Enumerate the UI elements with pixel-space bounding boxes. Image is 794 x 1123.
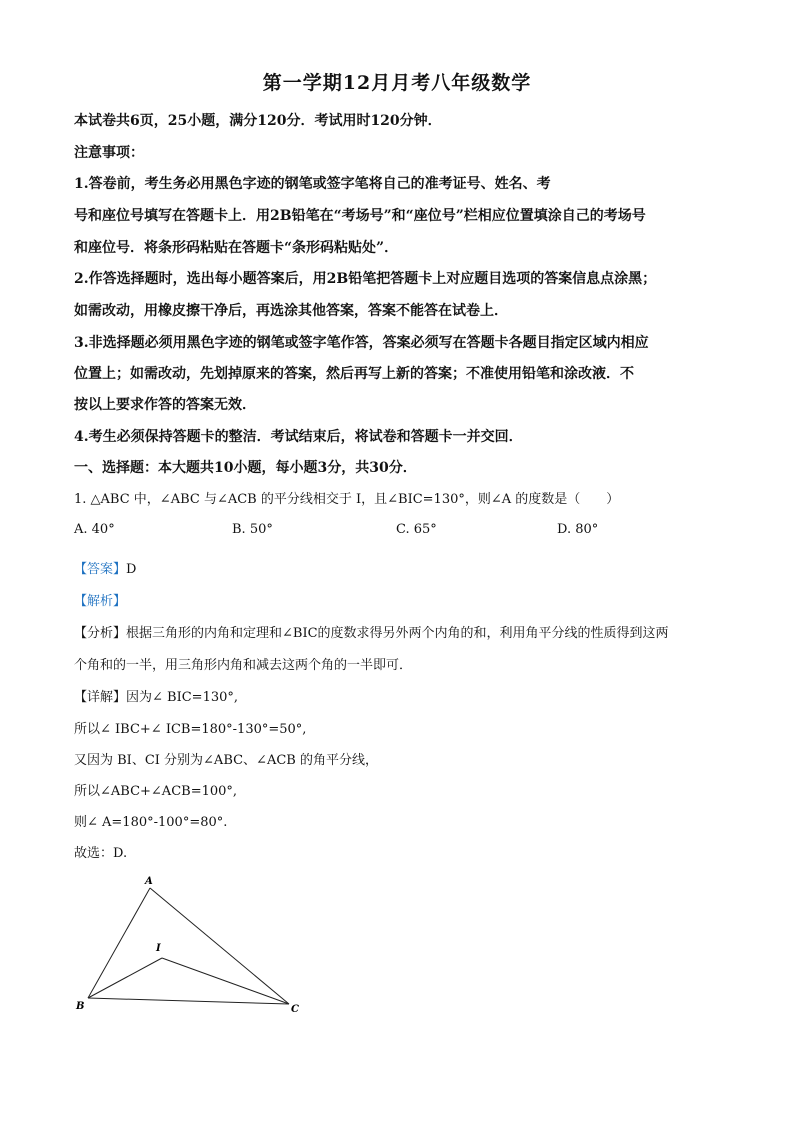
- vertex-label-c: C: [291, 1004, 299, 1015]
- option-a: A. 40°: [74, 522, 115, 537]
- answer-value: D: [126, 562, 137, 577]
- note-line: 按以上要求作答的答案无效．: [74, 397, 256, 413]
- triangle-figure: [70, 872, 310, 1022]
- answer-row: [74, 558, 136, 577]
- detail-line: 故选：D.: [74, 846, 128, 861]
- page-title: 第一学期12月月考八年级数学: [262, 72, 532, 94]
- exam-intro: 本试卷共6页，25小题，满分120分．考试用时120分钟．: [74, 113, 442, 129]
- detail-line: 所以∠ABC+∠ACB=100°,: [74, 784, 238, 799]
- detail-line: [74, 686, 238, 705]
- note-line: 号和座位号填写在答题卡上．用2B铅笔在“考场号”和“座位号”栏相应位置填涂自己的考场号: [74, 208, 646, 224]
- side-bc: [88, 998, 289, 1004]
- notes-heading: 注意事项：: [74, 145, 144, 161]
- answer-tag: 【答案】: [74, 562, 127, 577]
- detail-label: 【详解】: [74, 690, 127, 705]
- note-line: 3.非选择题必须用黑色字迹的钢笔或签字笔作答，答案必须写在答题卡各题目指定区域内相应: [74, 335, 649, 351]
- detail-text: 因为∠ BIC=130°,: [126, 690, 239, 705]
- analysis-label: 【分析】: [74, 626, 127, 641]
- note-line: 和座位号．将条形码粘贴在答题卡“条形码粘贴处”．: [74, 240, 399, 256]
- option-b: B. 50°: [232, 522, 273, 537]
- vertex-label-i: I: [156, 943, 161, 954]
- bisector-ci: [162, 958, 289, 1004]
- note-line: 1.答卷前，考生务必用黑色字迹的钢笔或签字笔将自己的准考证号、姓名、考: [74, 176, 551, 192]
- analysis-line: 个角和的一半，用三角形内角和减去这两个角的一半即可．: [74, 658, 413, 673]
- analysis-tag: 【解析】: [74, 594, 127, 609]
- question-stem: 1. △ABC 中，∠ABC 与∠ACB 的平分线相交于 I，且∠BIC=130°，则∠A 的度数是（ ）: [74, 492, 620, 507]
- note-line: 4.考生必须保持答题卡的整洁．考试结束后，将试卷和答题卡一并交回．: [74, 429, 523, 445]
- vertex-label-b: B: [76, 1001, 85, 1012]
- option-d: D. 80°: [557, 522, 599, 537]
- note-line: 2.作答选择题时，选出每小题答案后，用2B铅笔把答题卡上对应题目选项的答案信息点涂黑；: [74, 271, 657, 287]
- detail-line: 又因为 BI、CI 分别为∠ABC、∠ACB 的角平分线，: [74, 753, 378, 768]
- detail-line: 则∠ A=180°-100°=80°.: [74, 815, 228, 830]
- note-line: 位置上；如需改动，先划掉原来的答案，然后再写上新的答案；不准使用铅笔和涂改液．不: [74, 366, 634, 382]
- analysis-text: 根据三角形的内角和定理和∠BIC的度数求得另外两个内角的和，利用角平分线的性质得到这两: [126, 626, 669, 641]
- note-line: 如需改动，用橡皮擦干净后，再选涂其他答案，答案不能答在试卷上．: [74, 303, 508, 319]
- analysis-line: [74, 622, 669, 641]
- option-c: C. 65°: [396, 522, 437, 537]
- vertex-label-a: A: [145, 876, 153, 887]
- side-ac: [150, 888, 289, 1004]
- detail-line: 所以∠ IBC+∠ ICB=180°-130°=50°,: [74, 722, 307, 737]
- section-heading: 一、选择题：本大题共10小题，每小题3分，共30分．: [74, 460, 417, 476]
